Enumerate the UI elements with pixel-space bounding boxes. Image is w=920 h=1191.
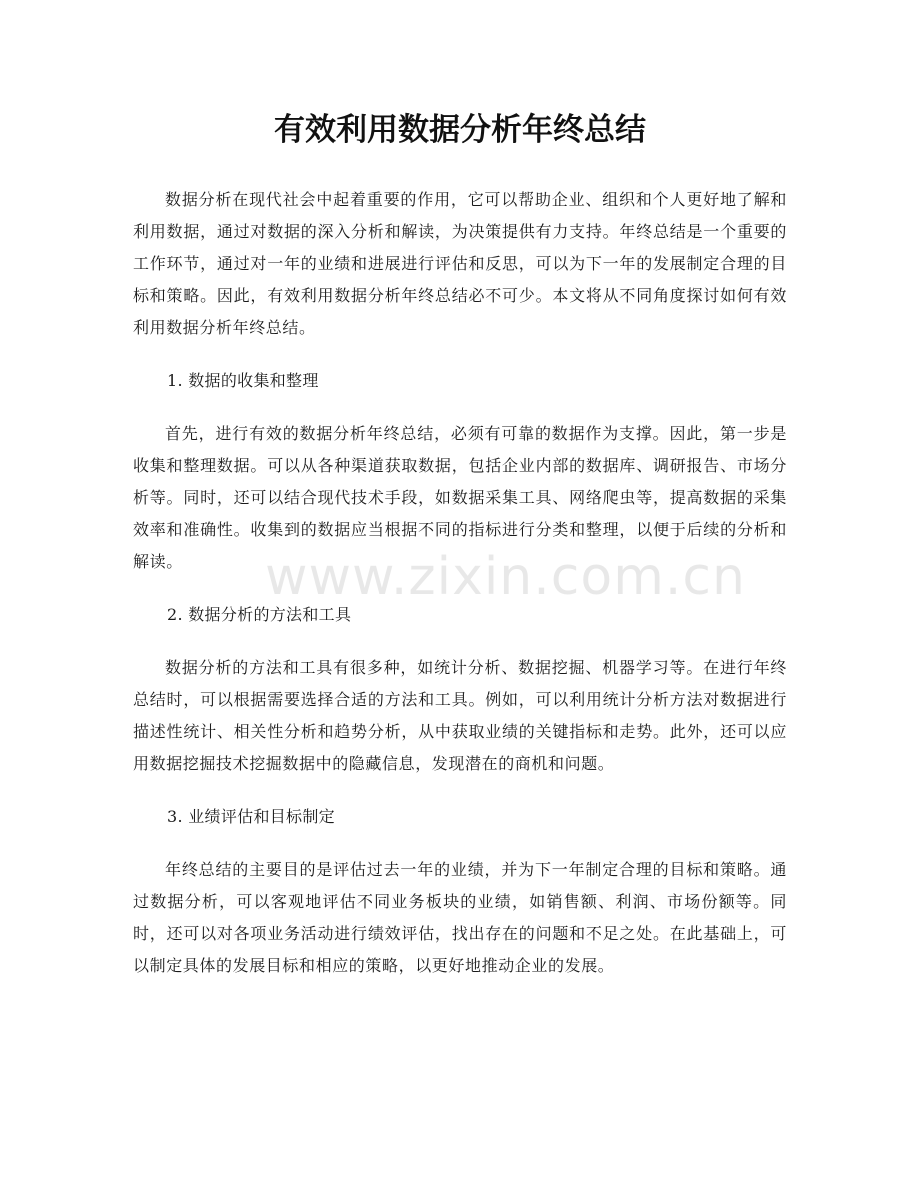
section-paragraph-1: 首先，进行有效的数据分析年终总结，必须有可靠的数据作为支撑。因此，第一步是收集和整理数据。可以从各种渠道获取数据，包括企业内部的数据库、调研报告、市场分析等。同时，还可以结合现代技术手段，如数据采集工具、网络爬虫等，提高数据的采集效率和准确性。收集到的数据应当根据不同的指标进行分类和整理，以便于后续的分析和解读。 xyxy=(133,424,787,571)
document-title: 有效利用数据分析年终总结 xyxy=(274,112,646,148)
section-heading-3: 3. 业绩评估和目标制定 xyxy=(167,807,335,826)
section-paragraph-2: 数据分析的方法和工具有很多种，如统计分析、数据挖掘、机器学习等。在进行年终总结时，可以根据需要选择合适的方法和工具。例如，可以利用统计分析方法对数据进行描述性统计、相关性分析和趋势分析，从中获取业绩的关键指标和走势。此外，还可以应用数据挖掘技术挖掘数据中的隐藏信息，发现潜在的商机和问题。 xyxy=(133,658,787,773)
section-heading-2: 2. 数据分析的方法和工具 xyxy=(167,605,352,624)
section-paragraph-3: 年终总结的主要目的是评估过去一年的业绩，并为下一年制定合理的目标和策略。通过数据分析，可以客观地评估不同业务板块的业绩，如销售额、利润、市场份额等。同时，还可以对各项业务活动进行绩效评估，找出存在的问题和不足之处。在此基础上，可以制定具体的发展目标和相应的策略，以更好地推动企业的发展。 xyxy=(133,860,787,975)
section-heading-1: 1. 数据的收集和整理 xyxy=(167,371,319,390)
document-body xyxy=(133,184,787,982)
watermark: www.zixin.com.cn xyxy=(265,547,746,607)
intro-paragraph: 数据分析在现代社会中起着重要的作用，它可以帮助企业、组织和个人更好地了解和利用数据，通过对数据的深入分析和解读，为决策提供有力支持。年终总结是一个重要的工作环节，通过对一年的业绩和进展进行评估和反思，可以为下一年的发展制定合理的目标和策略。因此，有效利用数据分析年终总结必不可少。本文将从不同角度探讨如何有效利用数据分析年终总结。 xyxy=(133,190,787,337)
